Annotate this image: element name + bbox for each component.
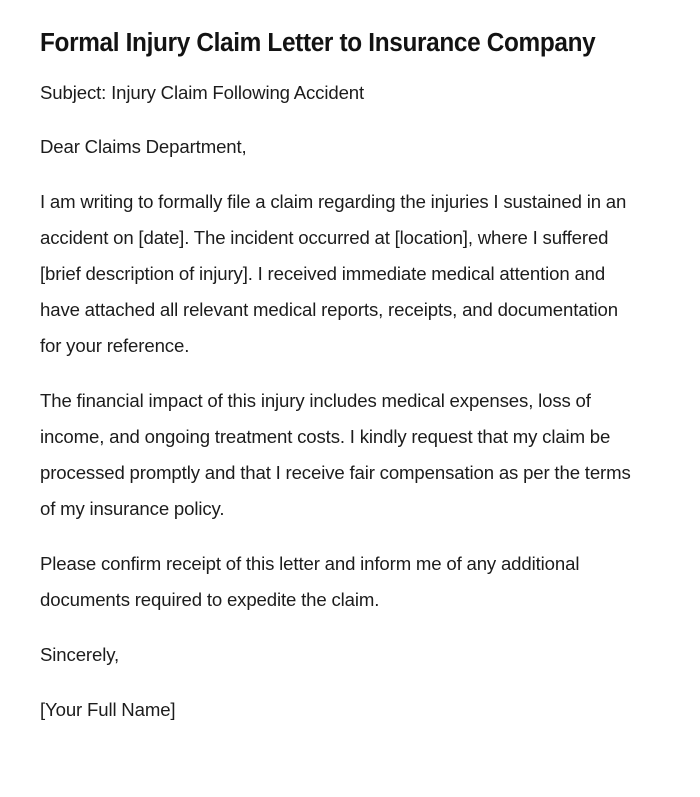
body-paragraph-3: Please confirm receipt of this letter and inform me of any additional documents required to expedite the claim. xyxy=(40,553,580,610)
page-title: Formal Injury Claim Letter to Insurance Company xyxy=(40,29,596,57)
closing-line: Sincerely, xyxy=(40,644,120,665)
body-paragraph-2: The financial impact of this injury includes medical expenses, loss of income, and ongoing treatment costs. I kindly request that my claim be processed promptly and that I receive fair compensation as per the terms of my insurance policy. xyxy=(40,390,631,519)
signature-line: [Your Full Name] xyxy=(40,699,176,720)
subject-line: Subject: Injury Claim Following Accident xyxy=(40,82,365,103)
salutation: Dear Claims Department, xyxy=(40,136,247,157)
body-paragraph-1: I am writing to formally file a claim regarding the injuries I sustained in an accident on [date]. The incident occurred at [location], where I suffered [brief description of injury]. I received immediate medical attention and have attached all relevant medical reports, receipts, and documentation for your reference. xyxy=(40,191,627,356)
letter-body xyxy=(40,75,658,728)
